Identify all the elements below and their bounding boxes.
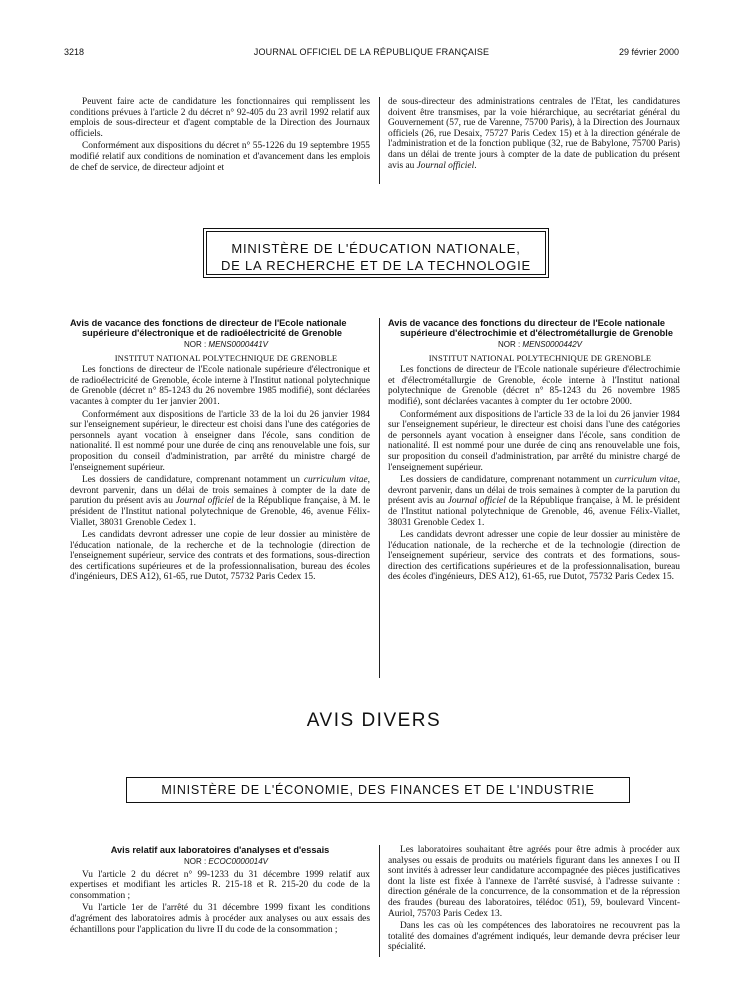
running-header	[64, 47, 679, 61]
double-border	[206, 231, 546, 275]
avis-paragraph: Vu l'article 2 du décret n° 99-1233 du 31 décembre 1999 relatif aux expertises et modifiant les articles R. 215-18 et R. 215-20 du code de la consommation ;	[70, 869, 370, 901]
column-divider	[379, 97, 380, 184]
nor-reference: NOR : MENS0000442V	[497, 340, 583, 349]
section-title: AVIS DIVERS	[306, 710, 442, 731]
journal-officiel-ref: Journal officiel	[416, 160, 475, 171]
issue-date: 29 février 2000	[618, 47, 679, 57]
institut-name: INSTITUT NATIONAL POLYTECHNIQUE DE GRENOBLE	[114, 352, 338, 363]
ministry-line: DE LA RECHERCHE ET DE LA TECHNOLOGIE	[220, 258, 532, 273]
avis-paragraph: Les dossiers de candidature, comprenant notamment un curriculum vitae, devront parvenir, dans un délai de trois semaines à compter de la date de parution du présent avis au Journal officiel de la République française, à M. le président de l'Institut national polytechnique de Grenoble, 46, avenue Félix-Viallet, 38031 Grenoble Cedex 1.	[70, 475, 371, 528]
avis-paragraph: Les candidats devront adresser une copie de leur dossier au ministère de l'éducation nationale, de la recherche et de la technologie (direction de l'enseignement supérieur, service des contrats et des formations, sous-direction des certifications supérieures et de la professionnalisation, bureau des écoles d'ingénieurs, DES A12), 61-65, rue Dutot, 75732 Paris Cedex 15.	[388, 530, 680, 583]
avis-title: Avis relatif aux laboratoires d'analyses et d'essais	[110, 845, 330, 855]
intro-paragraph: Conformément aux dispositions du décret n° 55-1226 du 19 septembre 1955 modifié relatif aux conditions de nomination et d'avancement dans les emplois de chef de service, de directeur adjoint et	[70, 141, 370, 173]
journal-title: JOURNAL OFFICIEL DE LA RÉPUBLIQUE FRANÇAISE	[253, 47, 490, 57]
avis-paragraph: Les laboratoires souhaitant être agréés pour être admis à procéder aux analyses ou essais de produits ou matériels figurant dans les annexes I ou II sont invités à adresser leur candidature accompagnée des pièces justificatives dont la liste est fixée à l'annexe de l'arrêté susvisé, à l'adresse suivante : direction générale de la concurrence, de la consommation et de la répression des fraudes (bureau des laboratoires, télédoc 051), 59, boulevard Vincent-Auriol, 75703 Paris Cedex 13.	[388, 845, 680, 919]
avis-paragraph: Les fonctions de directeur de l'Ecole nationale supérieure d'électrochimie et d'électrométallurgie de Grenoble, école interne à l'Institut national polytechnique de Grenoble (décret n° 85-1243 du 26 novembre 1985 modifié), sont déclarées vacantes à compter du 1er octobre 2000.	[388, 365, 680, 407]
avis-paragraph: Conformément aux dispositions de l'article 33 de la loi du 26 janvier 1984 sur l'enseignement supérieur, le directeur est choisi dans l'une des catégories de personnels ayant vocation à enseigner dans l'école, sans condition de nationalité. Il est nommé pour une durée de cinq ans renouvelable une fois, sur proposition du conseil d'administration, par arrêté du ministre chargé de l'enseignement supérieur.	[70, 409, 370, 473]
avis-vacance-right	[388, 318, 680, 583]
avis-laboratoires-right	[388, 845, 680, 953]
avis-title: Avis de vacance des fonctions de directeur de l'Ecole nationale supérieure d'électronique et de radioélectricité de Grenoble	[70, 318, 347, 338]
avis-paragraph: Conformément aux dispositions de l'article 33 de la loi du 26 janvier 1984 sur l'enseignement supérieur, le directeur est choisi dans l'une des catégories de personnels ayant vocation à enseigner dans l'école, sans condition de nationalité. Il est nommé pour une durée de cinq ans renouvelable une fois, sur proposition du conseil d'administration, par arrêté du ministre chargé de l'enseignement supérieur.	[388, 409, 680, 473]
intro-paragraph: de sous-directeur des administrations centrales de l'Etat, les candidatures doivent être transmises, par la voie hiérarchique, au secrétariat général du Gouvernement (57, rue de Varenne, 75700 Paris), à la Direction des Journaux officiels (26, rue Desaix, 75727 Paris Cedex 15) et à la direction générale de l'administration et de la fonction publique (32, rue de Babylone, 75700 Paris) dans un délai de trente jours à compter de la date de publication du présent avis au Journal officiel.	[388, 97, 680, 171]
avis-paragraph: Les fonctions de directeur de l'Ecole nationale supérieure d'électronique et de radioélectricité de Grenoble, école interne à l'Institut national polytechnique de Grenoble (décret n° 85-1243 du 26 novembre 1985 modifié), sont déclarées vacantes à compter du 1er janvier 2001.	[70, 365, 370, 407]
ministry-economy-heading	[126, 777, 630, 803]
page-number: 3218	[64, 47, 85, 57]
column-divider	[379, 845, 380, 957]
ministry-line: MINISTÈRE DE L'ÉCONOMIE, DES FINANCES ET DE L'INDUSTRIE	[161, 783, 595, 797]
avis-laboratoires-left	[70, 845, 370, 935]
avis-paragraph: Les dossiers de candidature, comprenant notamment un curriculum vitae, devront parvenir, dans un délai de trois semaines à compter de la parution du présent avis au Journal officiel de la République française, à M. le président de l'Institut national polytechnique de Grenoble, 46, avenue Félix-Viallet, 38031 Grenoble Cedex 1.	[388, 475, 680, 528]
intro-paragraph: Peuvent faire acte de candidature les fonctionnaires qui remplissent les conditions prévues à l'article 2 du décret n° 92-405 du 23 avril 1992 relatif aux emplois de sous-directeur et d'agent comptable de la Direction des Journaux officiels.	[70, 97, 370, 139]
institut-name: INSTITUT NATIONAL POLYTECHNIQUE DE GRENOBLE	[428, 352, 652, 363]
nor-reference: NOR : MENS0000441V	[183, 340, 269, 349]
intro-left-column	[70, 97, 370, 173]
intro-right-column	[388, 97, 680, 171]
avis-paragraph: Les candidats devront adresser une copie de leur dossier au ministère de l'éducation nationale, de la recherche et de la technologie (direction de l'enseignement supérieur, service des contrats et des formations, sous-direction des certifications supérieures et de la professionnalisation, bureau des écoles d'ingénieurs, DES A12), 61-65, rue Dutot, 75732 Paris Cedex 15.	[70, 530, 370, 583]
avis-paragraph: Dans les cas où les compétences des laboratoires ne recouvrent pas la totalité des domaines d'agrément indiqués, leur demande devra préciser leur spécialité.	[388, 921, 680, 953]
nor-reference: NOR : ECOC0000014V	[183, 857, 269, 866]
ministry-education-heading	[203, 228, 549, 278]
column-divider	[379, 318, 380, 678]
avis-vacance-left	[70, 318, 370, 583]
avis-paragraph: Vu l'article 1er de l'arrêté du 31 décembre 1999 fixant les conditions d'agrément des laboratoires admis à procéder aux analyses ou aux essais des échantillons pour l'application du livre II du code de la consommation ;	[70, 903, 370, 935]
avis-title: Avis de vacance des fonctions du directeur de l'Ecole nationale supérieure d'électrochimie et d'électrométallurgie de Grenoble	[388, 318, 673, 338]
ministry-line: MINISTÈRE DE L'ÉDUCATION NATIONALE,	[231, 241, 521, 256]
